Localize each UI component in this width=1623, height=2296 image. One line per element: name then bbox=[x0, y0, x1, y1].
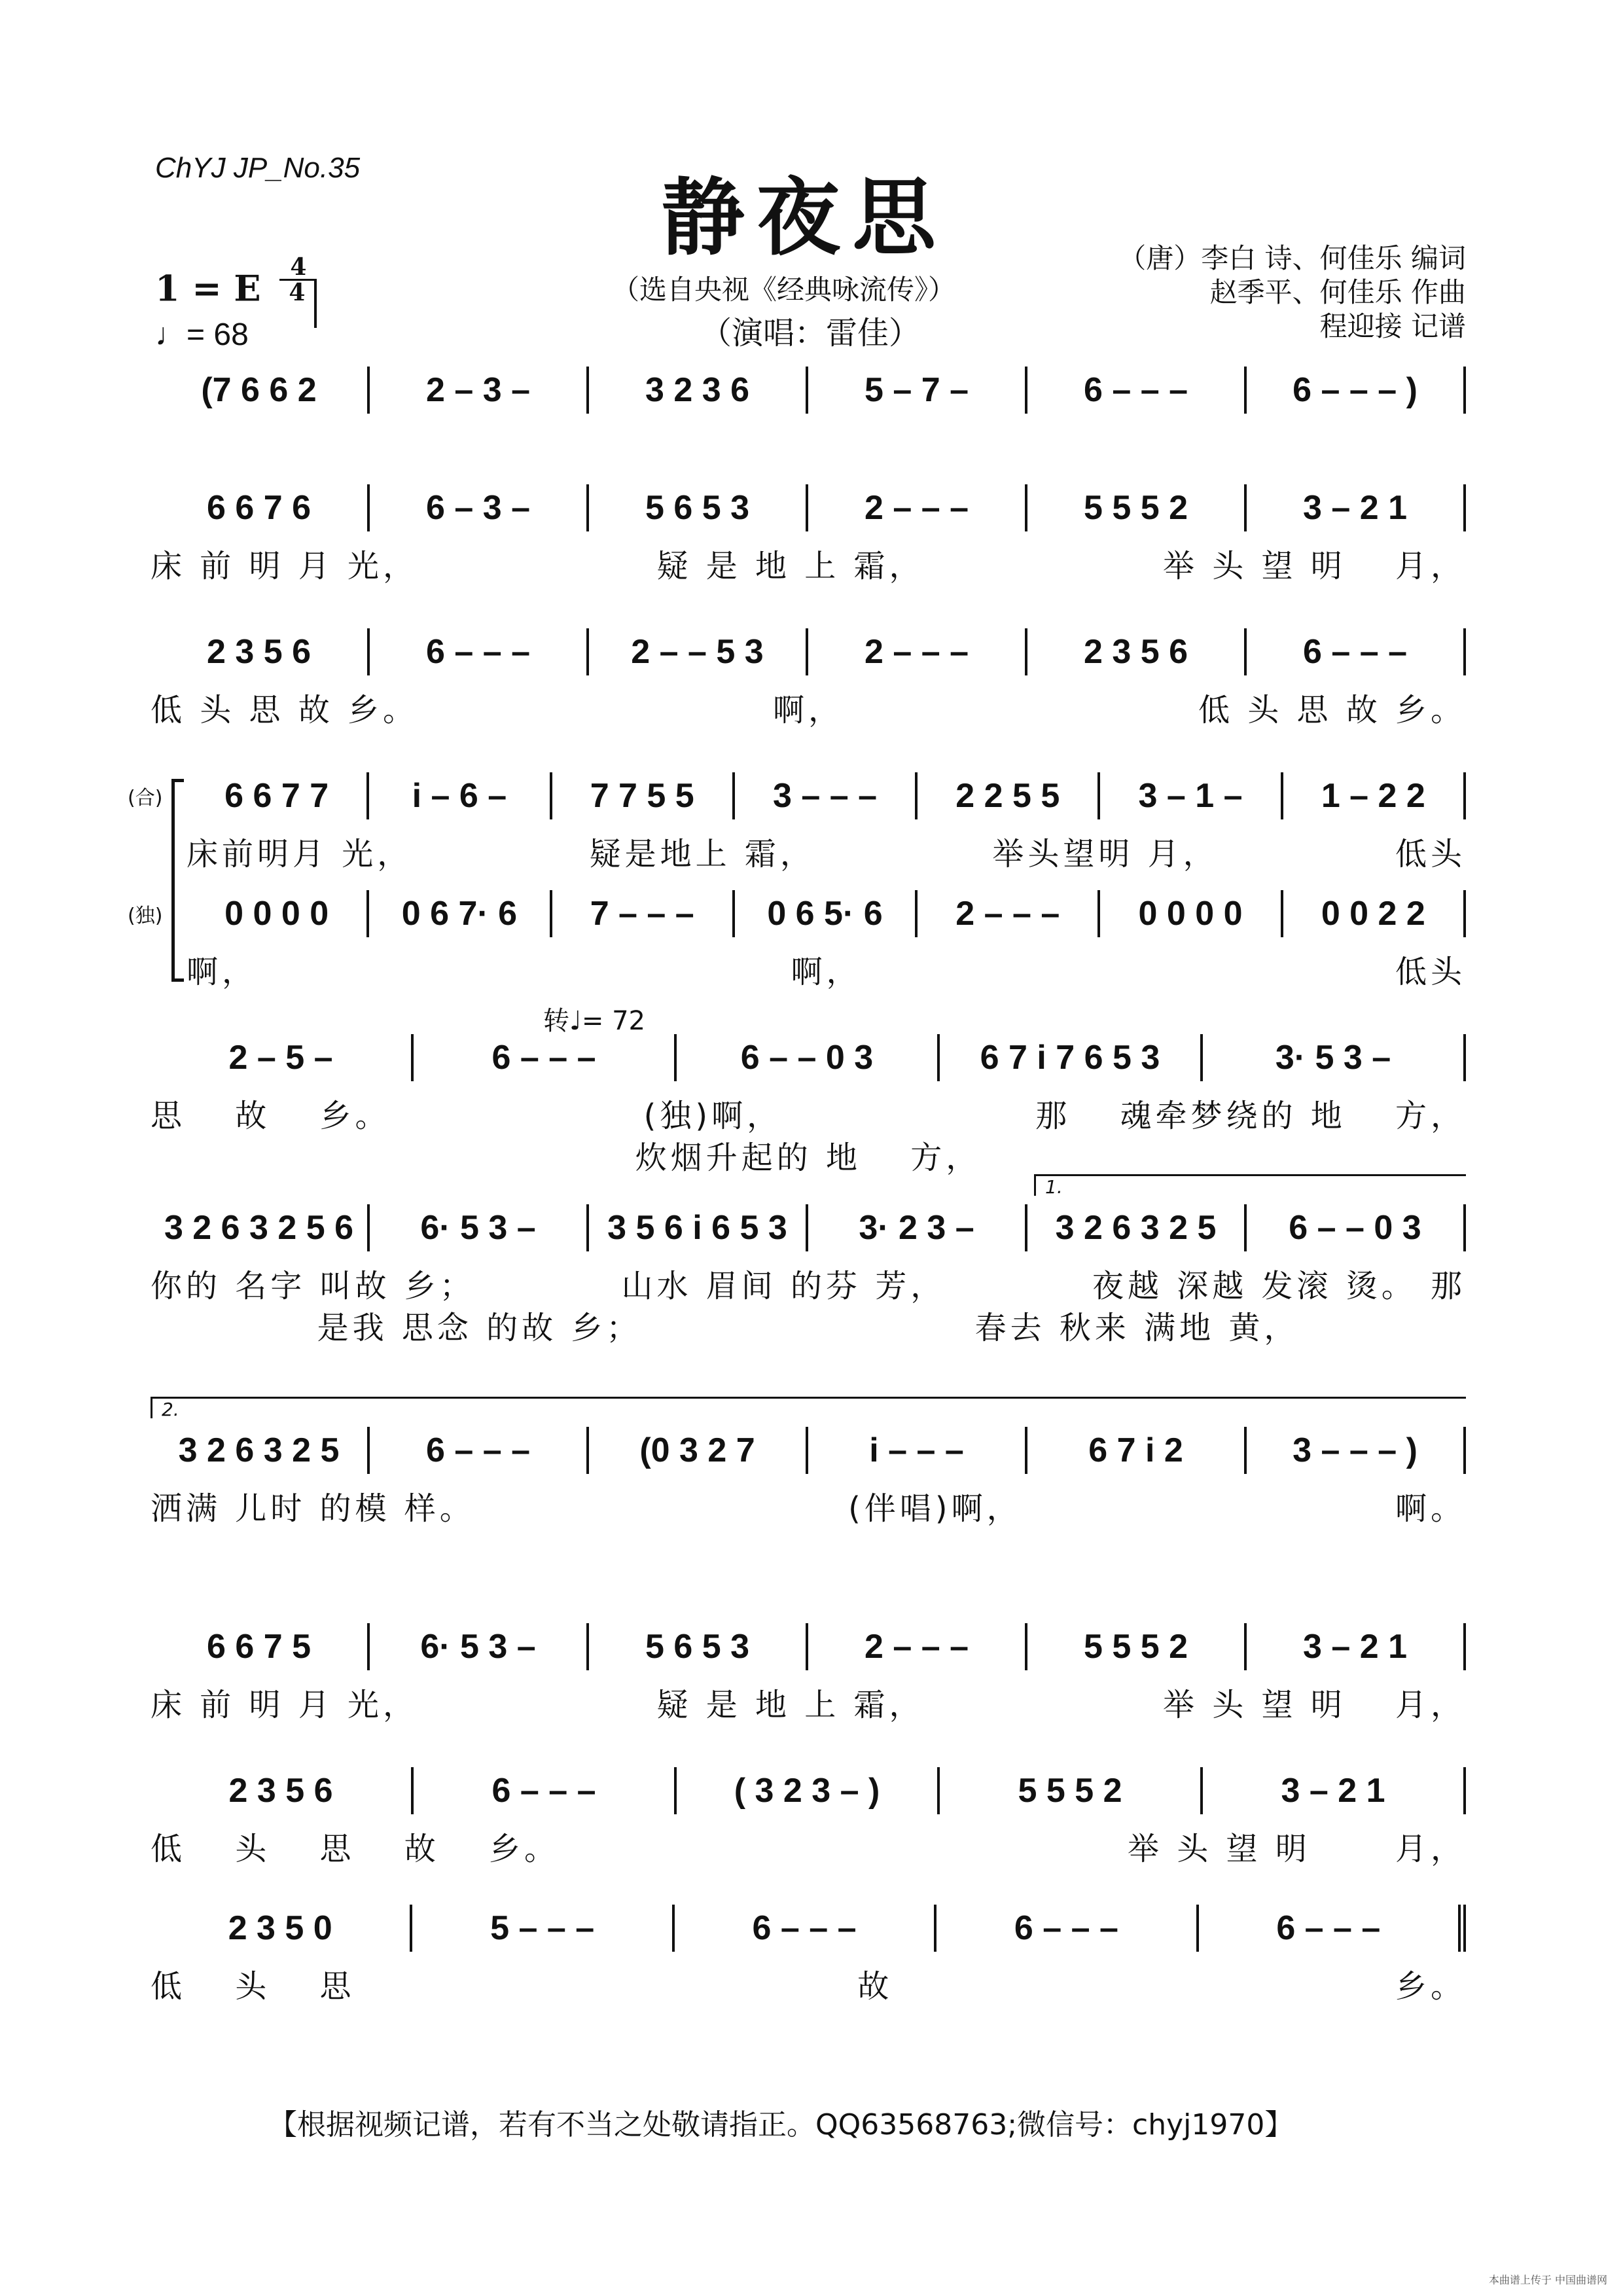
measure: 5 5 5 2 bbox=[1027, 1623, 1247, 1670]
measure: 6 – – – ) bbox=[1247, 367, 1466, 414]
staff-line bbox=[151, 1905, 1466, 1952]
measure: 2 3 5 0 bbox=[151, 1905, 412, 1952]
lyric-phrase: 啊， bbox=[187, 954, 258, 990]
lyric-line bbox=[151, 1823, 1466, 1869]
measure: 0 6 5· 6 bbox=[735, 890, 918, 937]
measure: 2 3 5 6 bbox=[151, 628, 370, 675]
part-label: (独) bbox=[128, 905, 163, 927]
measure: 6 – – – bbox=[370, 1427, 589, 1474]
measure: 3 – – – bbox=[735, 772, 918, 819]
lyric-phrase: 炊烟升起的 地 方， bbox=[635, 1139, 982, 1176]
measure: 2 2 5 5 bbox=[918, 772, 1100, 819]
staff-line bbox=[151, 1427, 1466, 1474]
lyric-phrase: 那 魂牵梦绕的 地 方， bbox=[1035, 1098, 1466, 1134]
lyric-phrase: 床前明月 光， bbox=[187, 836, 413, 872]
document-code: ChYJ JP_No.35 bbox=[155, 152, 361, 184]
singer-note: （演唱：雷佳） bbox=[700, 315, 921, 351]
measure: 3 – 2 1 bbox=[1247, 1623, 1466, 1670]
lyric-line bbox=[151, 1090, 1466, 1136]
song-title: 静夜思 bbox=[661, 169, 948, 267]
lyric-line-verse-2 bbox=[151, 1302, 1466, 1348]
lyric-phrase: 疑 是 地 上 霜， bbox=[656, 548, 925, 584]
measure: 3 2 6 3 2 5 bbox=[151, 1427, 370, 1474]
measure: 6 6 7 5 bbox=[151, 1623, 370, 1670]
footer-note: 【根据视频记谱，若有不当之处敬请指正。QQ63568763;微信号：chyj1970】 bbox=[268, 2108, 1294, 2142]
staff-line bbox=[151, 628, 1466, 675]
credit-lyrics: （唐）李白 诗、何佳乐 编词 bbox=[1118, 242, 1466, 274]
measure: 6 – – – bbox=[1027, 367, 1247, 414]
lyric-phrase: 故 bbox=[857, 1968, 893, 2005]
staff-line bbox=[151, 1623, 1466, 1670]
tempo-mark: ♩= 68 bbox=[155, 317, 249, 352]
measure: 3 2 6 3 2 5 bbox=[1027, 1204, 1247, 1251]
measure: 7 – – – bbox=[552, 890, 735, 937]
credit-transcriber: 程迎接 记谱 bbox=[1319, 310, 1466, 342]
measure: 2 – – – bbox=[808, 628, 1027, 675]
measure: 0 0 0 0 bbox=[187, 890, 369, 937]
measure: 6 – – – bbox=[1199, 1905, 1466, 1952]
measure: 3· 2 3 – bbox=[808, 1204, 1027, 1251]
staff-line bbox=[187, 890, 1466, 937]
lyric-phrase: 举头望明 月， bbox=[992, 836, 1219, 872]
measure: 2 – – – bbox=[808, 1623, 1027, 1670]
upload-stamp: 本曲谱上传于 中国曲谱网 bbox=[1488, 2274, 1607, 2286]
measure: 6 – – – bbox=[675, 1905, 936, 1952]
lyric-phrase: 低头 bbox=[1395, 954, 1466, 990]
measure: 3 2 3 6 bbox=[589, 367, 808, 414]
measure: 6 7 i 2 bbox=[1027, 1427, 1247, 1474]
measure: 2 – 5 – bbox=[151, 1034, 414, 1081]
lyric-phrase: 举 头 望 明 月， bbox=[1162, 1687, 1466, 1723]
measure: 6 – 3 – bbox=[370, 484, 589, 531]
lyric-phrase: 洒满 儿时 的模 样。 bbox=[151, 1490, 475, 1527]
lyric-line bbox=[187, 829, 1466, 874]
measure: 6· 5 3 – bbox=[370, 1204, 589, 1251]
meter-bottom: 4 bbox=[279, 279, 317, 328]
lyric-line bbox=[151, 1679, 1466, 1725]
measure: 3 – 1 – bbox=[1100, 772, 1283, 819]
system-bracket bbox=[171, 779, 184, 982]
lyric-phrase: 低头 bbox=[1395, 836, 1466, 872]
lyric-line bbox=[151, 1261, 1466, 1306]
time-signature bbox=[279, 255, 317, 328]
measure: i – 6 – bbox=[369, 772, 552, 819]
lyric-phrase: 你的 名字 叫故 乡； bbox=[151, 1268, 475, 1304]
staff-line bbox=[151, 1204, 1466, 1251]
volta-bracket: 1. bbox=[1034, 1174, 1466, 1196]
lyric-phrase: 思 故 乡。 bbox=[151, 1098, 391, 1134]
measure: 1 – 2 2 bbox=[1283, 772, 1466, 819]
score-row bbox=[151, 1176, 1466, 1374]
lyric-phrase: 山水 眉间 的芬 芳， bbox=[621, 1268, 946, 1304]
lyric-phrase: 春去 秋来 满地 黄， bbox=[974, 1310, 1300, 1346]
measure: 5 6 5 3 bbox=[589, 484, 808, 531]
measure: 6 6 7 7 bbox=[187, 772, 369, 819]
measure: 6 – – – bbox=[414, 1034, 677, 1081]
measure: 2 3 5 6 bbox=[151, 1767, 414, 1814]
lyric-phrase: (独)啊， bbox=[643, 1098, 783, 1134]
measure: 0 0 2 2 bbox=[1283, 890, 1466, 937]
credit-composer: 赵季平、何佳乐 作曲 bbox=[1209, 276, 1466, 308]
measure: 3 5 6 i 6 5 3 bbox=[589, 1204, 808, 1251]
part-label: (合) bbox=[128, 787, 163, 810]
score-row bbox=[151, 1905, 1466, 2075]
lyric-phrase: 举 头 望 明 月， bbox=[1127, 1831, 1466, 1867]
measure: 6 – – 0 3 bbox=[1247, 1204, 1466, 1251]
measure: 3 – 2 1 bbox=[1203, 1767, 1466, 1814]
lyric-phrase: 低 头 思 故 乡。 bbox=[151, 692, 419, 728]
measure: 5 5 5 2 bbox=[1027, 484, 1247, 531]
volta-bracket: 2. bbox=[151, 1397, 1466, 1418]
measure: 6 6 7 6 bbox=[151, 484, 370, 531]
measure: (0 3 2 7 bbox=[589, 1427, 808, 1474]
measure: 6 – – – bbox=[936, 1905, 1198, 1952]
measure: 3 – 2 1 bbox=[1247, 484, 1466, 531]
measure: 3 2 6 3 2 5 6 bbox=[151, 1204, 370, 1251]
key-label: 1 = E bbox=[155, 267, 261, 310]
lyric-phrase: 床 前 明 月 光， bbox=[151, 1687, 419, 1723]
measure: 0 6 7· 6 bbox=[369, 890, 552, 937]
lyric-line bbox=[187, 946, 1466, 992]
lyric-phrase: 是我 思念 的故 乡； bbox=[317, 1310, 642, 1346]
measure: 0 0 0 0 bbox=[1100, 890, 1283, 937]
measure: i – – – bbox=[808, 1427, 1027, 1474]
lyric-line bbox=[151, 541, 1466, 586]
lyric-phrase: 低 头 思 故 乡。 bbox=[151, 1831, 560, 1867]
lyric-line bbox=[151, 685, 1466, 730]
measure: 6 – – – bbox=[370, 628, 589, 675]
lyric-phrase: 床 前 明 月 光， bbox=[151, 548, 419, 584]
measure: 2 3 5 6 bbox=[1027, 628, 1247, 675]
staff-line bbox=[151, 367, 1466, 414]
measure: 6 – – – bbox=[414, 1767, 677, 1814]
measure: 3· 5 3 – bbox=[1203, 1034, 1466, 1081]
staff-line bbox=[151, 1767, 1466, 1814]
lyric-line-verse-2 bbox=[151, 1132, 1466, 1177]
staff-line bbox=[151, 484, 1466, 531]
lyric-phrase: 啊， bbox=[772, 692, 844, 728]
lyric-phrase: 低 头 思 故 乡。 bbox=[1198, 692, 1466, 728]
score-row bbox=[151, 1399, 1466, 1597]
lyric-line bbox=[151, 1483, 1466, 1528]
measure: 6 – – 0 3 bbox=[677, 1034, 940, 1081]
lyric-phrase: 疑是地上 霜， bbox=[589, 836, 815, 872]
lyric-phrase: 啊。 bbox=[1395, 1490, 1466, 1527]
measure: (7 6 6 2 bbox=[151, 367, 370, 414]
measure: 5 – 7 – bbox=[808, 367, 1027, 414]
lyric-phrase: (伴唱)啊， bbox=[848, 1490, 1022, 1527]
lyric-phrase: 乡。 bbox=[1395, 1968, 1466, 2005]
lyric-phrase: 夜越 深越 发滚 烫。 那 bbox=[1092, 1268, 1466, 1304]
measure: 2 – – 5 3 bbox=[589, 628, 808, 675]
measure: 3 – – – ) bbox=[1247, 1427, 1466, 1474]
lyric-phrase: 低 头 思 bbox=[151, 1968, 355, 2005]
measure: 2 – 3 – bbox=[370, 367, 589, 414]
staff-line bbox=[187, 772, 1466, 819]
measure: 5 – – – bbox=[412, 1905, 674, 1952]
tempo-change: 转♩= 72 bbox=[543, 1006, 645, 1036]
source-note: （选自央视《经典咏流传》） bbox=[612, 274, 956, 306]
measure: 6 – – – bbox=[1247, 628, 1466, 675]
measure: 5 5 5 2 bbox=[940, 1767, 1203, 1814]
measure: 6· 5 3 – bbox=[370, 1623, 589, 1670]
lyric-phrase: 举 头 望 明 月， bbox=[1162, 548, 1466, 584]
lyric-phrase: 疑 是 地 上 霜， bbox=[656, 1687, 925, 1723]
measure: 2 – – – bbox=[808, 484, 1027, 531]
measure: 6 7 i 7 6 5 3 bbox=[940, 1034, 1203, 1081]
lyric-phrase: 啊， bbox=[791, 954, 862, 990]
staff-line bbox=[151, 1034, 1466, 1081]
lyric-line bbox=[151, 1961, 1466, 2006]
measure: 7 7 5 5 bbox=[552, 772, 735, 819]
meter-top: 4 bbox=[290, 253, 307, 281]
measure: ( 3 2 3 – ) bbox=[677, 1767, 940, 1814]
measure: 5 6 5 3 bbox=[589, 1623, 808, 1670]
measure: 2 – – – bbox=[918, 890, 1100, 937]
